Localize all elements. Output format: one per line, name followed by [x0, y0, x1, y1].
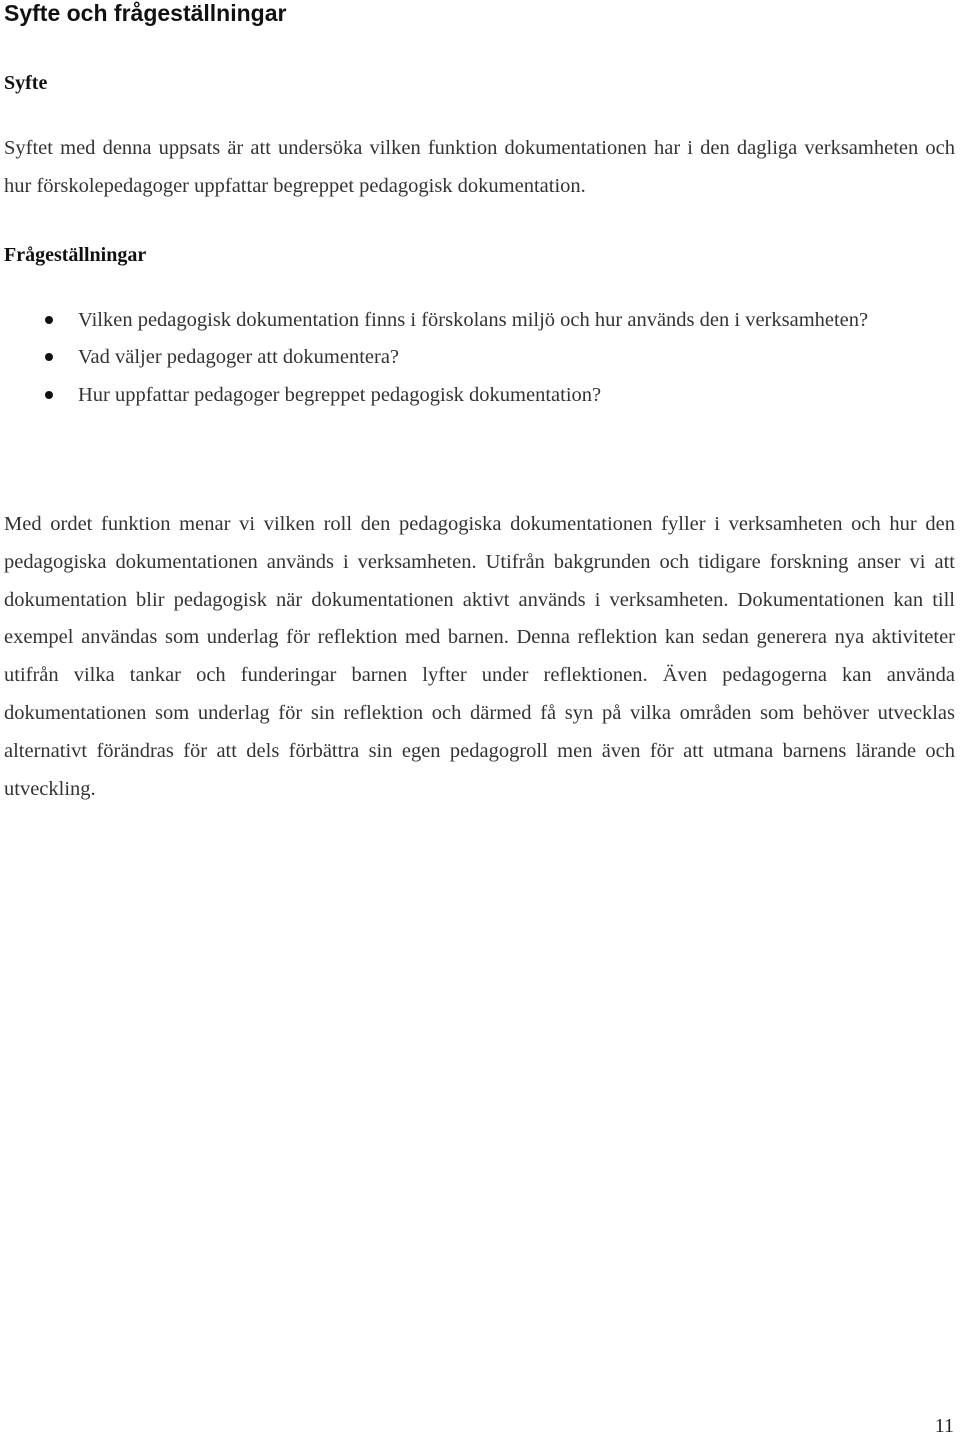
list-item-text: Hur uppfattar pedagoger begreppet pedagogisk dokumentation? — [78, 384, 602, 407]
page-number: 11 — [934, 1415, 954, 1437]
list-item-text: Vad väljer pedagoger att dokumentera? — [78, 346, 400, 369]
section-heading-syfte: Syfte — [4, 72, 48, 94]
bullet-icon — [45, 316, 53, 324]
question-list — [4, 302, 955, 415]
syfte-paragraph: Syftet med denna uppsats är att undersöka vilken funktion dokumentationen har i den dagliga verksamheten och hur förskolepedagoger uppfattar begreppet pedagogisk dokumentation. — [4, 137, 955, 197]
section-heading-fragestallningar: Frågeställningar — [4, 243, 147, 266]
list-item — [4, 377, 955, 415]
bullet-icon — [45, 391, 53, 399]
bullet-icon — [45, 353, 53, 361]
body-paragraph: Med ordet funktion menar vi vilken roll den pedagogiska dokumentationen fyller i verksamheten och hur den pedagogiska dokumentationen används i verksamheten. Utifrån bakgrunden och tidigare forskning anser vi att dokumentation blir pedagogisk när dokumentationen aktivt används i verksamheten. Dokumentationen kan till exempel användas som underlag för reflektion med barnen. Denna reflektion kan sedan generera nya aktiviteter utifrån vilka tankar och funderingar barnen lyfter under reflektionen. Även pedagogerna kan använda dokumentationen som underlag för sin reflektion och därmed få syn på vilka områden som behöver utvecklas alternativt förändras för att dels förbättra sin egen pedagogroll men även för att utmana barnens lärande och utveckling. — [4, 512, 955, 800]
list-item — [4, 302, 955, 340]
list-item — [4, 339, 955, 377]
list-item-text: Vilken pedagogisk dokumentation finns i förskolans miljö och hur används den i verksamheten? — [78, 308, 869, 331]
page-title: Syfte och frågeställningar — [4, 0, 287, 26]
